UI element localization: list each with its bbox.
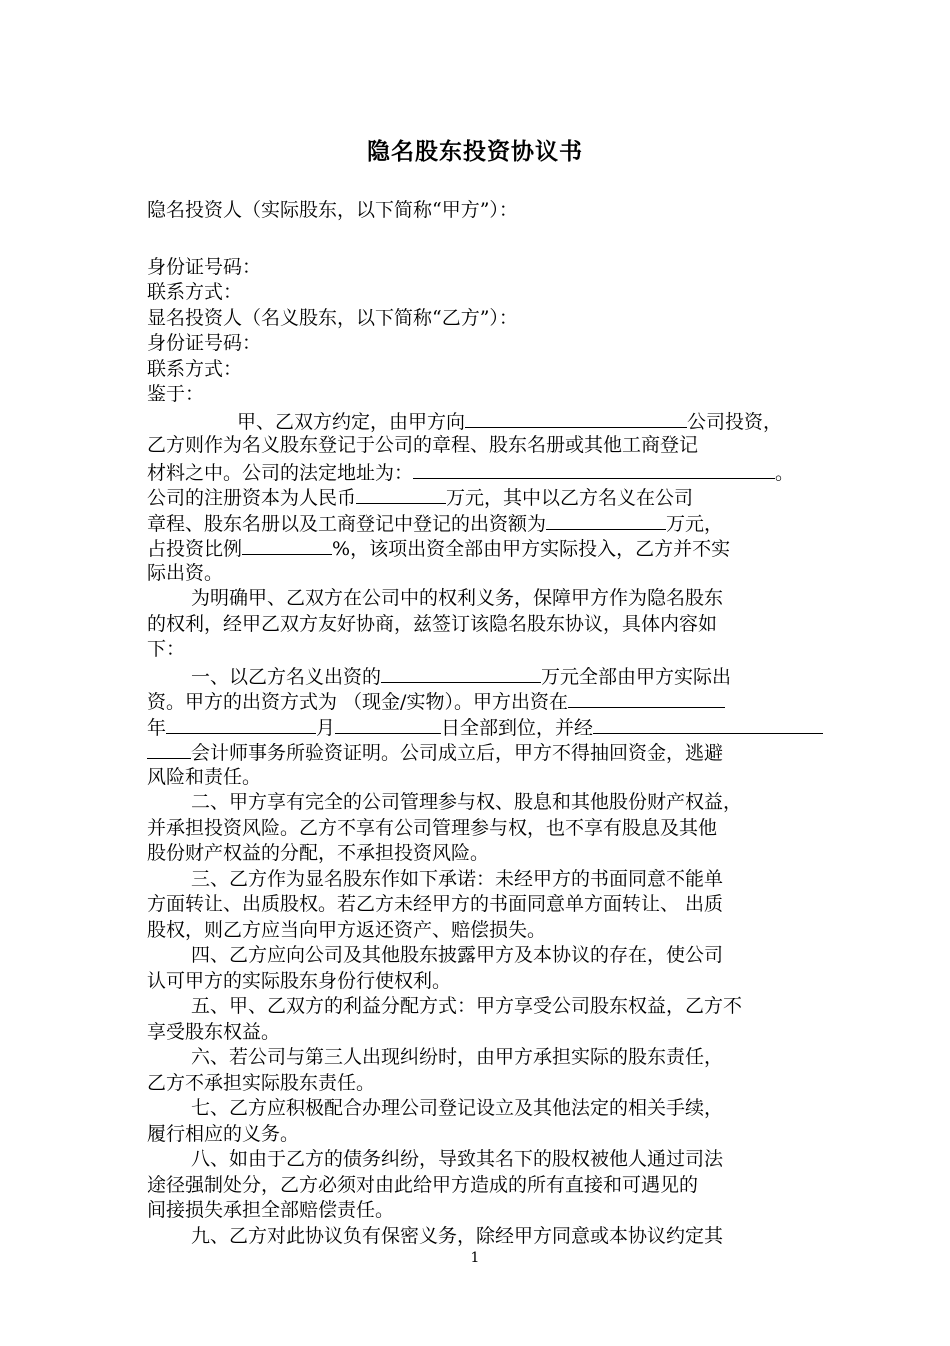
- purpose-line: [147, 586, 809, 612]
- clause-4-line: 认可甲方的实际股东身份行使权利。: [147, 969, 452, 992]
- clause-9-line: 九、乙方对此协议负有保密义务，除经甲方同意或本协议约定其: [191, 1224, 724, 1247]
- clause-1-line: [147, 765, 809, 791]
- page-number: 1: [470, 1250, 480, 1266]
- recital-text: 。: [775, 461, 795, 484]
- recital-text: 际出资。: [147, 561, 224, 584]
- recital-text: 乙方则作为名义股东登记于公司的章程、股东名册或其他工商登记: [147, 434, 699, 456]
- recital-text: 甲、乙双方约定，由甲方向: [237, 410, 466, 433]
- clause-6-line: 乙方不承担实际股东责任。: [147, 1071, 376, 1094]
- clause-1-line: [147, 739, 809, 765]
- clause-4-line: 四、乙方应向公司及其他股东披露甲方及本协议的存在，使公司: [191, 944, 724, 966]
- recital-line: [147, 433, 809, 459]
- document-body: [147, 198, 809, 1249]
- recital-line: [147, 484, 809, 510]
- clause-text: 万元全部由甲方实际出: [541, 665, 732, 688]
- clause-8-line: 八、如由于乙方的债务纠纷，导致其名下的股权被他人通过司法: [191, 1148, 724, 1170]
- clause-8-line: 间接损失承担全部赔偿责任。: [147, 1199, 395, 1221]
- purpose-text: 下：: [147, 638, 186, 660]
- purpose-text: 为明确甲、乙双方在公司中的权利义务，保障甲方作为隐名股东: [191, 587, 724, 609]
- recital-text: 公司的注册资本为人民币: [147, 487, 357, 509]
- party-a-contact-label: 联系方式：: [147, 281, 243, 303]
- blank-registered-capital: [356, 484, 446, 504]
- clause-2-line: 二、甲方享有完全的公司管理参与权、股息和其他股份财产权益，: [191, 791, 743, 813]
- clause-3-line: 方面转让、出质股权。若乙方未经甲方的书面同意单方面转让、 出质: [147, 893, 724, 915]
- clause-1-line: [147, 688, 809, 714]
- whereas-label: 鉴于：: [147, 383, 205, 405]
- recital-text: 占投资比例: [147, 538, 243, 560]
- blank-company-name: [465, 408, 687, 428]
- blank-investment-ratio: [242, 535, 332, 555]
- blank-contribution-amount: [381, 663, 541, 683]
- clause-text: 会计师事务所验资证明。公司成立后，甲方不得抽回资金，逃避: [191, 742, 724, 764]
- purpose-text: 的权利，经甲乙双方友好协商，兹签订该隐名股东协议，具体内容如: [147, 612, 718, 635]
- blank-year: [166, 714, 316, 734]
- recital-text: 材料之中。公司的法定地址为：: [147, 461, 414, 484]
- clause-2-line: 股份财产权益的分配，不承担投资风险。: [147, 842, 490, 864]
- recital-text: 万元，其中以乙方名义在公司: [446, 487, 694, 509]
- clause-1-line: [147, 663, 809, 689]
- recital-text: 公司投资，: [687, 410, 783, 433]
- blank-accounting-firm: [593, 714, 823, 734]
- blank-accounting-firm-cont: [147, 739, 191, 759]
- blank-company-address: [413, 459, 775, 479]
- recital-line: [147, 535, 809, 561]
- party-a-id-label: 身份证号码：: [147, 255, 262, 278]
- clause-7-line: 七、乙方应积极配合办理公司登记设立及其他法定的相关手续，: [191, 1097, 724, 1119]
- clause-text: 日全部到位，并经: [441, 716, 594, 739]
- purpose-line: [147, 637, 809, 663]
- clause-3-line: 股权，则乙方应当向甲方返还资产、赔偿损失。: [147, 918, 547, 941]
- party-b-header: 显名投资人（名义股东，以下简称“乙方”）：: [147, 306, 518, 329]
- clause-text: 资。甲方的出资方式为 （现金/实物）。甲方出资在: [147, 691, 568, 713]
- clause-1-line: [147, 714, 809, 740]
- blank-month: [335, 714, 441, 734]
- clause-2-line: 并承担投资风险。乙方不享有公司管理参与权，也不享有股息及其他: [147, 816, 718, 839]
- recital-text: %，该项出资全部由甲方实际投入，乙方并不实: [332, 538, 731, 560]
- document-title: 隐名股东投资协议书: [367, 138, 583, 165]
- recital-line: [147, 459, 809, 485]
- clause-5-line: 五、甲、乙双方的利益分配方式：甲方享受公司股东权益，乙方不: [191, 995, 743, 1017]
- clause-3-line: 三、乙方作为显名股东作如下承诺：未经甲方的书面同意不能单: [191, 867, 724, 890]
- party-b-id-label: 身份证号码：: [147, 332, 262, 354]
- recital-text: 万元，: [666, 512, 724, 535]
- clause-5-line: 享受股东权益。: [147, 1020, 281, 1043]
- recital-line: [147, 510, 809, 536]
- party-b-contact-label: 联系方式：: [147, 357, 243, 380]
- blank-payment-date-lead: [568, 688, 725, 708]
- clause-text: 风险和责任。: [147, 765, 262, 788]
- party-a-header: 隐名投资人（实际股东，以下简称“甲方”）：: [147, 199, 518, 221]
- clause-text: 一、以乙方名义出资的: [191, 665, 382, 688]
- blank-registered-contribution: [546, 510, 666, 530]
- recital-text: 章程、股东名册以及工商登记中登记的出资额为: [147, 512, 547, 535]
- clause-text: 月: [316, 716, 336, 739]
- clause-7-line: 履行相应的义务。: [147, 1122, 300, 1145]
- clause-6-line: 六、若公司与第三人出现纠纷时，由甲方承担实际的股东责任，: [191, 1046, 724, 1068]
- recital-line: [147, 561, 809, 587]
- recital-line: [147, 408, 809, 434]
- clause-8-line: 途径强制处分，乙方必须对由此给甲方造成的所有直接和可遇见的: [147, 1173, 699, 1196]
- clause-text: 年: [147, 716, 167, 739]
- purpose-line: [147, 612, 809, 638]
